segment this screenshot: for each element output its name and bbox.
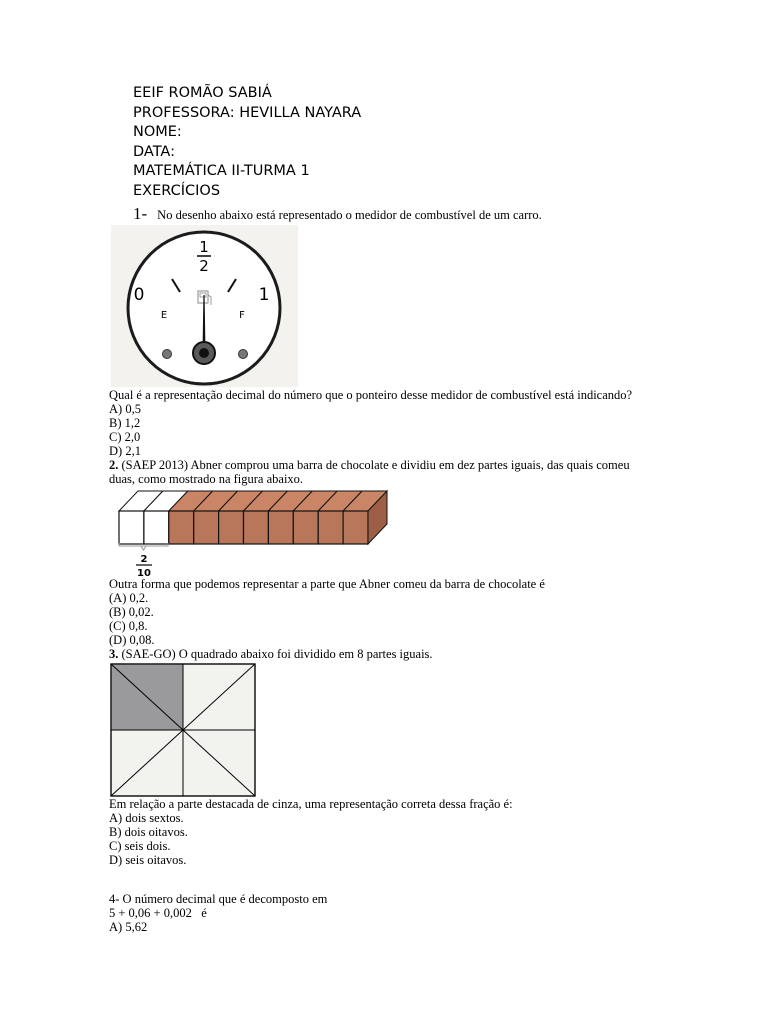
chocolate-bar (119, 491, 387, 544)
chocolate-piece-remaining (244, 511, 269, 544)
question-2-number: 2. (109, 458, 119, 472)
chocolate-piece-remaining (169, 511, 194, 544)
chocolate-piece-remaining (293, 511, 318, 544)
question-1-body (109, 388, 632, 458)
question-3-option-a: A) dois sextos. (109, 811, 184, 825)
question-4-body (109, 892, 327, 934)
date-field: DATA: (133, 143, 175, 160)
gauge-empty-letter: E (160, 310, 168, 321)
question-3-intro-text: (SAE-GO) O quadrado abaixo foi dividido em 8 partes iguais. (121, 647, 433, 661)
question-4-expression: 5 + 0,06 + 0,002 é (109, 906, 207, 920)
subject-label: MATEMÁTICA II-TURMA 1 (133, 163, 310, 180)
gauge-screw-left (163, 350, 172, 359)
question-2-option-a: (A) 0,2. (109, 591, 149, 605)
question-3-option-d: D) seis oitavos. (109, 853, 187, 867)
question-1-intro-text: No desenho abaixo está representado o medidor de combustível de um carro. (157, 208, 542, 222)
question-2-option-b: (B) 0,02. (109, 605, 154, 619)
school-name: EEIF ROMÃO SABIÁ (133, 85, 272, 101)
question-3-option-c: C) seis dois. (109, 839, 171, 853)
question-2-intro (109, 458, 630, 486)
gauge-half-denominator: 2 (199, 257, 209, 275)
divided-square-figure (110, 663, 256, 797)
chocolate-piece-remaining (318, 511, 343, 544)
question-3-body (109, 797, 513, 867)
question-3-intro (109, 647, 433, 661)
question-1-option-c: C) 2,0 (109, 430, 141, 444)
question-1-option-d: D) 2,1 (109, 444, 141, 458)
eaten-part-brace-tip (141, 546, 146, 550)
question-2-line-1 (109, 458, 630, 472)
chocolate-piece-eaten (144, 511, 169, 544)
question-1-prompt: Qual é a representação decimal do número que o ponteiro desse medidor de combustível está indicando? (109, 388, 633, 402)
question-2-line-1-text: (SAEP 2013) Abner comprou uma barra de chocolate e dividiu em dez partes iguais, das quais comeu (121, 458, 630, 472)
worksheet-header (133, 84, 361, 202)
section-title: EXERCÍCIOS (133, 182, 221, 199)
question-4-intro: 4- O número decimal que é decomposto em (109, 892, 328, 906)
chocolate-piece-remaining (268, 511, 293, 544)
question-2-body (109, 577, 545, 647)
question-2-option-c: (C) 0,8. (109, 619, 148, 633)
fraction-denominator: 10 (137, 568, 151, 579)
question-1-number: 1- (133, 204, 148, 223)
student-name-field: NOME: (133, 124, 182, 141)
gauge-full-mark: 1 (258, 285, 270, 305)
question-3-number: 3. (109, 647, 119, 661)
gauge-full-letter: F (239, 310, 245, 321)
chocolate-piece-eaten (119, 511, 144, 544)
fuel-gauge-figure (111, 225, 298, 387)
teacher-name: PROFESSORA: HEVILLA NAYARA (133, 104, 362, 121)
gauge-screw-right (239, 350, 248, 359)
question-1-option-b: B) 1,2 (109, 416, 141, 430)
question-2-option-d: (D) 0,08. (109, 633, 155, 647)
question-3-prompt: Em relação a parte destacada de cinza, uma representação correta dessa fração é: (109, 797, 513, 811)
question-1-option-a: A) 0,5 (109, 402, 141, 416)
gauge-needle-hub-center (199, 348, 209, 358)
gauge-empty-mark: 0 (133, 285, 145, 305)
question-4-option-a: A) 5,62 (109, 920, 148, 934)
chocolate-bar-figure (114, 488, 394, 580)
chocolate-piece-remaining (343, 511, 368, 544)
question-2-prompt: Outra forma que podemos representar a parte que Abner comeu da barra de chocolate é (109, 577, 545, 591)
question-3-option-b: B) dois oitavos. (109, 825, 188, 839)
question-1-intro (133, 204, 542, 224)
chocolate-piece-remaining (219, 511, 244, 544)
question-2-line-2: duas, como mostrado na figura abaixo. (109, 472, 304, 486)
chocolate-piece-remaining (194, 511, 219, 544)
fraction-numerator: 2 (140, 554, 148, 565)
gauge-half-numerator: 1 (199, 238, 209, 256)
